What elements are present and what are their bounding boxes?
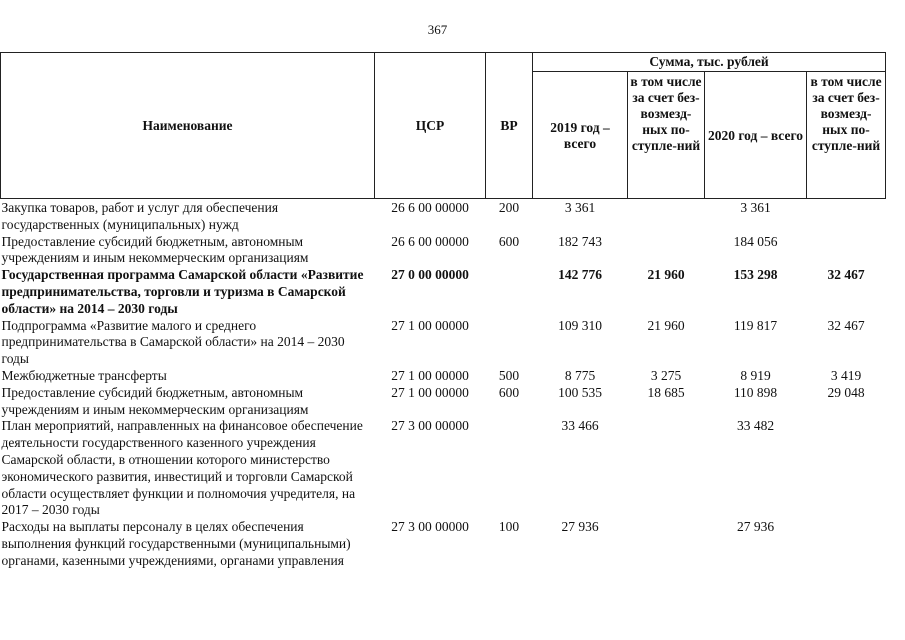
row-name: Расходы на выплаты персоналу в целях обеспечения выполнения функций государственными (муниципальными) органами, казенными учреждениями, органами управления [1,519,351,568]
table-row [1,234,886,268]
header-name: Наименование [1,53,375,199]
row-vr: 500 [498,367,520,383]
row-vr [486,267,533,317]
row-csr: 27 1 00 00000 [391,367,469,383]
row-2020-total: 110 898 [733,384,778,400]
row-name: Межбюджетные трансферты [1,367,167,383]
row-2019-total: 182 743 [558,233,602,249]
row-vr: 600 [498,233,520,249]
row-2020-total: 8 919 [740,367,771,383]
row-2020-grants: 32 467 [827,317,865,333]
row-name: План мероприятий, направленных на финансовое обеспечение деятельности государственного казенного учреждения Самарской области, в отношении которого министерство экономического развития, инвестиций и торговли Самарской области осуществляет функции и полномочия учредителя, на 2017 – 2030 годы [1,418,363,518]
row-2019-total: 100 535 [558,384,602,400]
row-2020-total: 119 817 [733,317,778,333]
table-row [1,267,886,317]
row-2019-total: 142 776 [558,267,602,283]
header-2020-grants: в том числе за счет без-возмезд-ных по-ступле-ний [807,72,886,199]
row-vr: 100 [498,519,520,535]
row-vr: 600 [498,384,520,400]
row-2019-grants: 21 960 [647,267,685,283]
row-2020-total: 33 482 [736,418,775,434]
row-csr: 26 6 00 00000 [391,233,469,249]
row-csr: 27 1 00 00000 [391,384,469,400]
row-2019-total: 109 310 [558,317,602,333]
header-2019-total: 2019 год – всего [533,72,628,199]
row-csr: 27 0 00 00000 [391,267,469,283]
row-2019-grants [628,519,705,569]
header-csr: ЦСР [375,53,486,199]
row-2020-total: 3 361 [740,200,771,215]
row-2020-total: 27 936 [736,519,775,535]
table-row [1,199,886,234]
row-name: Подпрограмма «Развитие малого и среднего предпринимательства в Самарской области» на 2014 – 2030 годы [1,317,345,367]
budget-table [0,52,886,570]
header-2020-total: 2020 год – всего [705,72,807,199]
row-2020-grants: 32 467 [827,267,865,283]
row-2020-grants [807,199,886,234]
table-body [1,199,886,570]
row-2019-grants [628,199,705,234]
row-2019-total: 33 466 [561,418,599,434]
table-header [1,53,886,199]
row-2020-grants [807,418,886,519]
row-name: Закупка товаров, работ и услуг для обеспечения государственных (муниципальных) нужд [1,200,279,232]
row-csr: 26 6 00 00000 [391,200,469,215]
row-2020-grants: 3 419 [830,367,862,383]
row-csr: 27 1 00 00000 [391,317,469,333]
row-2020-total: 184 056 [733,233,778,249]
row-csr: 27 3 00 00000 [391,418,469,434]
row-2019-total: 27 936 [561,519,599,535]
table-row [1,318,886,368]
row-2019-grants: 21 960 [647,317,685,333]
row-name: Государственная программа Самарской области «Развитие предпринимательства, торговли и туризма в Самарской области» на 2014 – 2030 годы [1,267,364,316]
row-2019-total: 3 361 [564,200,596,215]
row-2019-grants: 18 685 [647,384,685,400]
row-vr: 200 [498,200,520,215]
table-row [1,368,886,385]
table-row [1,418,886,519]
page-number: 367 [427,22,448,37]
row-2020-grants [807,519,886,569]
row-2019-grants [628,234,705,268]
header-sum: Сумма, тыс. рублей [533,53,886,72]
row-2019-grants [628,418,705,519]
row-name: Предоставление субсидий бюджетным, автономным учреждениям и иным некоммерческим организациям [1,233,309,266]
row-2019-total: 8 775 [564,367,596,383]
row-2020-total: 153 298 [733,267,778,283]
header-vr: ВР [486,53,533,199]
row-csr: 27 3 00 00000 [391,519,469,535]
row-2019-grants: 3 275 [650,367,682,383]
header-2019-grants: в том числе за счет без-возмезд-ных по-ступле-ний [628,72,705,199]
row-2020-grants: 29 048 [827,384,865,400]
row-vr [486,418,533,519]
row-vr [486,318,533,368]
row-name: Предоставление субсидий бюджетным, автономным учреждениям и иным некоммерческим организациям [1,384,309,417]
table-row [1,385,886,419]
table-row [1,519,886,569]
row-2020-grants [807,234,886,268]
